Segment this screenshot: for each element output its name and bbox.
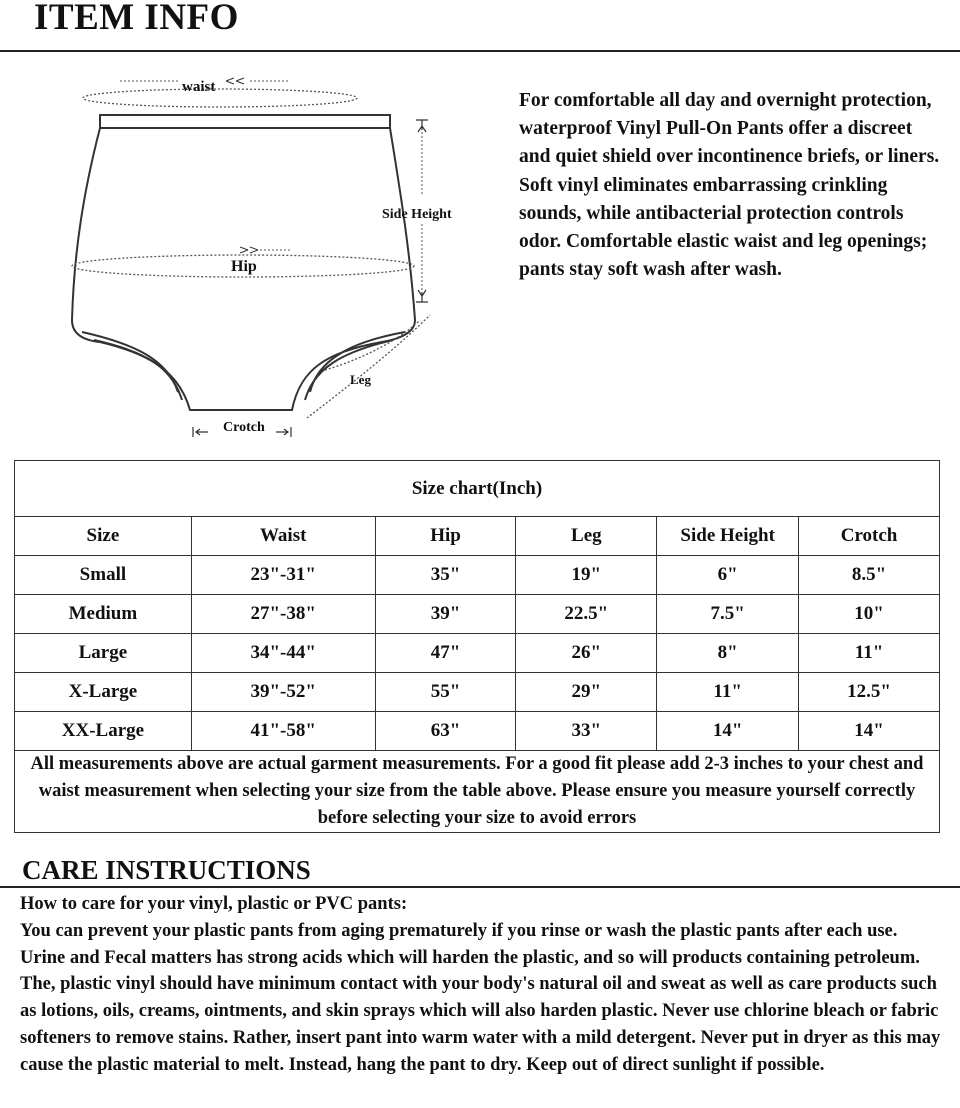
crotch-cell: 14" [799, 712, 940, 751]
care-divider [0, 886, 960, 888]
side-height-cell: 14" [657, 712, 799, 751]
crotch-cell: 11" [799, 634, 940, 673]
leg-cell: 22.5" [516, 595, 657, 634]
care-text: You can prevent your plastic pants from aging prematurely if you rinse or wash the plastic pants after each use. Urine and Fecal matters has strong acids which will harden the plastic, and so will products containing petroleum. The, plastic vinyl should have minimum contact with your body's natural oil and sweat as well as care products such as lotions, oils, creams, ointments, and skin sprays which will also harden plastic. Never use chlorine bleach or fabric softeners to remove stains. Rather, insert pant into warm water with a mild detergent. Never put in dryer as this may cause the plastic material to melt. Instead, hang the pant to dry. Keep out of direct sunlight if possible. [20, 920, 941, 1075]
waist-cell: 23"-31" [191, 556, 375, 595]
waist-measure-ellipse [83, 89, 357, 107]
column-header: Waist [191, 517, 375, 556]
size-cell: Large [15, 634, 192, 673]
size-cell: Small [15, 556, 192, 595]
crotch-cell: 12.5" [799, 673, 940, 712]
leg-cell: 26" [516, 634, 657, 673]
column-header: Side Height [657, 517, 799, 556]
size-chart-table [14, 460, 940, 833]
waist-cell: 39"-52" [191, 673, 375, 712]
table-row [15, 673, 940, 712]
hip-cell: 55" [375, 673, 516, 712]
side-height-cell: 11" [657, 673, 799, 712]
care-instructions-body [20, 891, 945, 1079]
hip-cell: 47" [375, 634, 516, 673]
hip-cell: 63" [375, 712, 516, 751]
measurement-note: All measurements above are actual garment measurements. For a good fit please add 2-3 inches to your chest and waist measurement when selecting your size from the table above. Please ensure you measure yourself correctly before selecting your size to avoid errors [15, 751, 940, 833]
waist-label: waist [182, 79, 216, 95]
table-row [15, 712, 940, 751]
table-row [15, 595, 940, 634]
waist-cell: 34"-44" [191, 634, 375, 673]
size-chart-header-row [15, 517, 940, 556]
hip-label: Hip [231, 258, 257, 275]
product-description [519, 87, 944, 284]
column-header: Crotch [799, 517, 940, 556]
item-info-divider [0, 50, 960, 52]
column-header: Leg [516, 517, 657, 556]
description-paragraph: Soft vinyl eliminates embarrassing crinkling sounds, while antibacterial protection controls odor. Comfortable elastic waist and leg openings; pants stay soft wash after wash. [519, 174, 928, 281]
leg-cell: 33" [516, 712, 657, 751]
hip-cell: 35" [375, 556, 516, 595]
leg-cell: 29" [516, 673, 657, 712]
crotch-cell: 10" [799, 595, 940, 634]
side-height-cell: 7.5" [657, 595, 799, 634]
description-paragraph: For comfortable all day and overnight protection, waterproof Vinyl Pull-On Pants offer a discreet and quiet shield over incontinence briefs, or liners. [519, 90, 940, 168]
waist-cell: 41"-58" [191, 712, 375, 751]
leg-label: Leg [350, 372, 371, 387]
size-cell: XX-Large [15, 712, 192, 751]
care-instructions-title: CARE INSTRUCTIONS [22, 855, 311, 885]
size-cell: X-Large [15, 673, 192, 712]
side-height-label: Side Height [382, 207, 452, 222]
table-row [15, 556, 940, 595]
hip-cell: 39" [375, 595, 516, 634]
leg-cell: 19" [516, 556, 657, 595]
table-row [15, 634, 940, 673]
size-chart-caption: Size chart(Inch) [15, 461, 940, 517]
crotch-cell: 8.5" [799, 556, 940, 595]
pants-measurement-diagram [60, 70, 480, 450]
waist-cell: 27"-38" [191, 595, 375, 634]
item-info-title: ITEM INFO [34, 0, 239, 38]
crotch-label: Crotch [223, 420, 265, 435]
side-height-cell: 8" [657, 634, 799, 673]
side-height-cell: 6" [657, 556, 799, 595]
care-subtitle: How to care for your vinyl, plastic or PVC pants: [20, 894, 408, 914]
column-header: Size [15, 517, 192, 556]
size-cell: Medium [15, 595, 192, 634]
column-header: Hip [375, 517, 516, 556]
